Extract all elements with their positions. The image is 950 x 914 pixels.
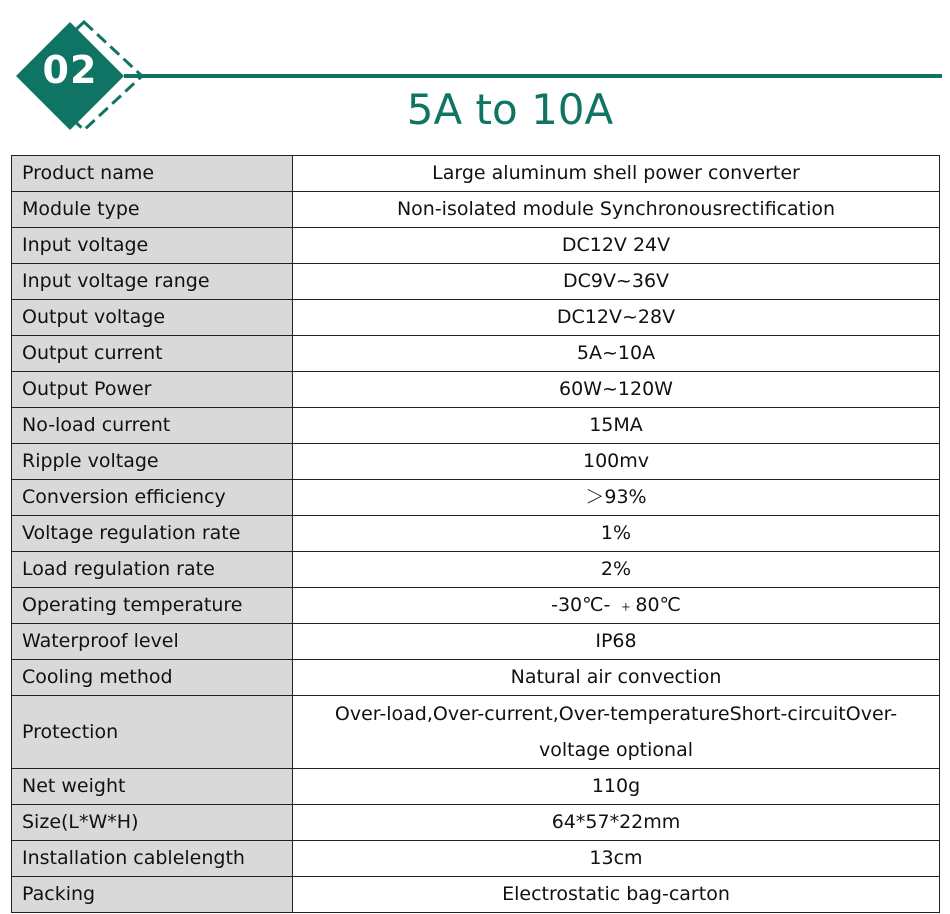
table-row <box>12 228 940 264</box>
spec-label: Output current <box>12 336 293 372</box>
spec-label: Output Power <box>12 372 293 408</box>
table-row <box>12 192 940 228</box>
spec-label: Input voltage <box>12 228 293 264</box>
spec-label: No-load current <box>12 408 293 444</box>
spec-value: Non-isolated module Synchronousrectification <box>293 192 940 228</box>
spec-value: 64*57*22mm <box>293 805 940 841</box>
page-title: 5A to 10A <box>406 85 614 134</box>
spec-value: 1% <box>293 516 940 552</box>
spec-value: DC12V~28V <box>293 300 940 336</box>
table-row <box>12 841 940 877</box>
spec-label: Installation cablelength <box>12 841 293 877</box>
spec-value: Electrostatic bag-carton <box>293 877 940 913</box>
spec-value: DC12V 24V <box>293 228 940 264</box>
spec-value: 60W~120W <box>293 372 940 408</box>
table-row <box>12 516 940 552</box>
table-row <box>12 660 940 696</box>
spec-label: Load regulation rate <box>12 552 293 588</box>
spec-label: Conversion efficiency <box>12 480 293 516</box>
table-row <box>12 624 940 660</box>
spec-value: ＞93% <box>293 480 940 516</box>
spec-value: 100mv <box>293 444 940 480</box>
spec-value: Natural air convection <box>293 660 940 696</box>
table-row <box>12 805 940 841</box>
table-row <box>12 588 940 624</box>
spec-label: Size(L*W*H) <box>12 805 293 841</box>
table-row <box>12 552 940 588</box>
table-row <box>12 444 940 480</box>
table-row <box>12 480 940 516</box>
spec-table <box>11 155 940 913</box>
table-row <box>12 264 940 300</box>
spec-value: Over-load,Over-current,Over-temperatureShort-circuitOver-voltage optional <box>293 696 940 769</box>
spec-label: Voltage regulation rate <box>12 516 293 552</box>
spec-label: Product name <box>12 156 293 192</box>
table-row <box>12 877 940 913</box>
spec-value: 15MA <box>293 408 940 444</box>
spec-value: -30℃- ﹢80℃ <box>293 588 940 624</box>
section-number: 02 <box>42 48 98 92</box>
spec-label: Net weight <box>12 769 293 805</box>
spec-value: IP68 <box>293 624 940 660</box>
spec-label: Ripple voltage <box>12 444 293 480</box>
section-header <box>0 0 950 150</box>
spec-value: Large aluminum shell power converter <box>293 156 940 192</box>
spec-label: Packing <box>12 877 293 913</box>
table-row <box>12 408 940 444</box>
table-row <box>12 300 940 336</box>
spec-label: Waterproof level <box>12 624 293 660</box>
spec-value: 13cm <box>293 841 940 877</box>
spec-label: Module type <box>12 192 293 228</box>
table-row <box>12 769 940 805</box>
spec-value: 2% <box>293 552 940 588</box>
table-row <box>12 372 940 408</box>
spec-label: Cooling method <box>12 660 293 696</box>
spec-label: Protection <box>12 696 293 769</box>
spec-label: Input voltage range <box>12 264 293 300</box>
spec-label: Operating temperature <box>12 588 293 624</box>
spec-label: Output voltage <box>12 300 293 336</box>
table-row <box>12 336 940 372</box>
spec-value: DC9V~36V <box>293 264 940 300</box>
table-row <box>12 156 940 192</box>
spec-value: 5A~10A <box>293 336 940 372</box>
spec-value: 110g <box>293 769 940 805</box>
table-row <box>12 696 940 769</box>
